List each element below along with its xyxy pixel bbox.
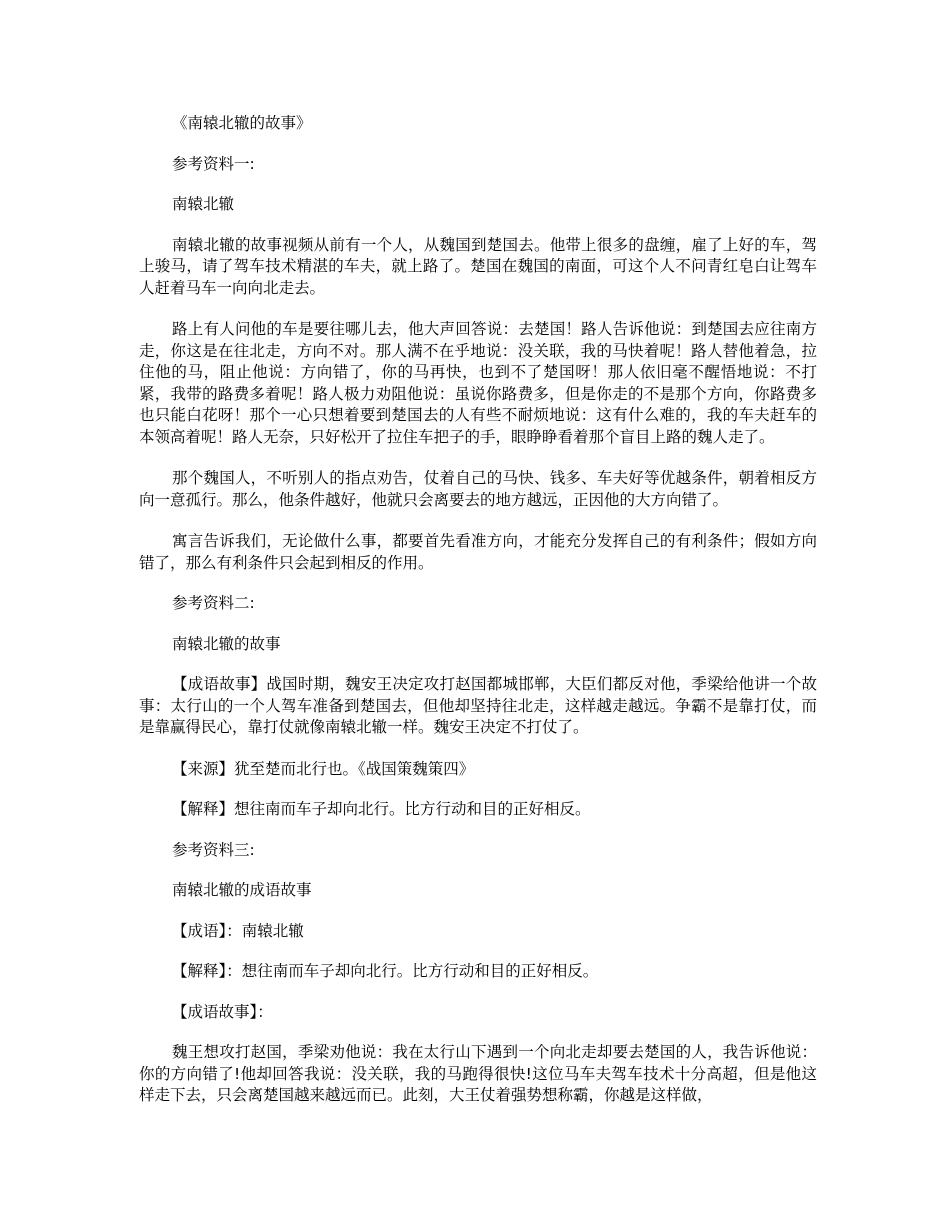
section-heading-3: 参考资料三: — [172, 840, 255, 859]
subheading-1: 南辕北辙 — [172, 195, 235, 213]
document-page — [139, 113, 817, 1107]
document-title: 《南辕北辙的故事》 — [172, 114, 312, 132]
story-heading-line: 【成语故事】： — [172, 1002, 273, 1021]
body-paragraph: 魏王想攻打赵国，季梁劝他说：我在太行山下遇到一个向北走却要去楚国的人，我告诉他说：你的方向错了!他却回答我说：没关联，我的马跑得很快!这位马车夫驾车技术十分高超，但是他这样走下去，只会离楚国越来越远而已。此刻，大王仗着强势想称霸，你越是这样做， — [139, 1043, 817, 1104]
body-paragraph: 寓言告诉我们，无论做什么事，都要首先看准方向，才能充分发挥自己的有利条件；假如方向错了，那么有利条件只会起到相反的作用。 — [139, 532, 817, 572]
source-line: 【来源】犹至楚而北行也。《战国策魏策四》 — [172, 759, 475, 778]
section-heading-1: 参考资料一: — [172, 154, 255, 173]
subheading-2: 南辕北辙的故事 — [172, 634, 281, 653]
body-paragraph: 南辕北辙的故事视频从前有一个人，从魏国到楚国去。他带上很多的盘缠，雇了上好的车，驾上骏马，请了驾车技术精湛的车夫，就上路了。楚国在魏国的南面，可这个人不问青红皂白让驾车人赶着马车一向向北走去。 — [139, 235, 817, 297]
explanation-line: 【解释】：想往南而车子却向北行。比方行动和目的正好相反。 — [172, 962, 599, 980]
section-heading-2: 参考资料二: — [172, 594, 255, 612]
subheading-3: 南辕北辙的成语故事 — [172, 881, 312, 899]
explanation-line: 【解释】想往南而车子却向北行。比方行动和目的正好相反。 — [172, 800, 591, 818]
idiom-line: 【成语】：南辕北辙 — [172, 921, 304, 940]
body-paragraph: 那个魏国人，不听别人的指点劝告，仗着自己的马快、钱多、车夫好等优越条件，朝着相反方向一意孤行。那么，他条件越好，他就只会离要去的地方越远，正因他的大方向错了。 — [139, 469, 817, 509]
body-paragraph: 【成语故事】战国时期，魏安王决定攻打赵国都城邯郸，大臣们都反对他，季梁给他讲一个故事：太行山的一个人驾车准备到楚国去，但他却坚持往北走，这样越走越远。争霸不是靠打仗，而是靠赢得民心，靠打仗就像南辕北辙一样。魏安王决定不打仗了。 — [139, 675, 817, 736]
body-paragraph: 路上有人问他的车是要往哪儿去，他大声回答说：去楚国！路人告诉他说：到楚国去应往南方走，你这是在往北走，方向不对。那人满不在乎地说：没关联，我的马快着呢！路人替他着急，拉住他的马，阻止他说：方向错了，你的马再快，也到不了楚国呀！那人依旧毫不醒悟地说：不打紧，我带的路费多着呢！路人极力劝阻他说：虽说你路费多，但是你走的不是那个方向，你路费多也只能白花呀！那个一心只想着要到楚国去的人有些不耐烦地说：这有什么难的，我的车夫赶车的本领高着呢！路人无奈，只好松开了拉住车把子的手，眼睁睁看着那个盲目上路的魏人走了。 — [139, 320, 817, 446]
